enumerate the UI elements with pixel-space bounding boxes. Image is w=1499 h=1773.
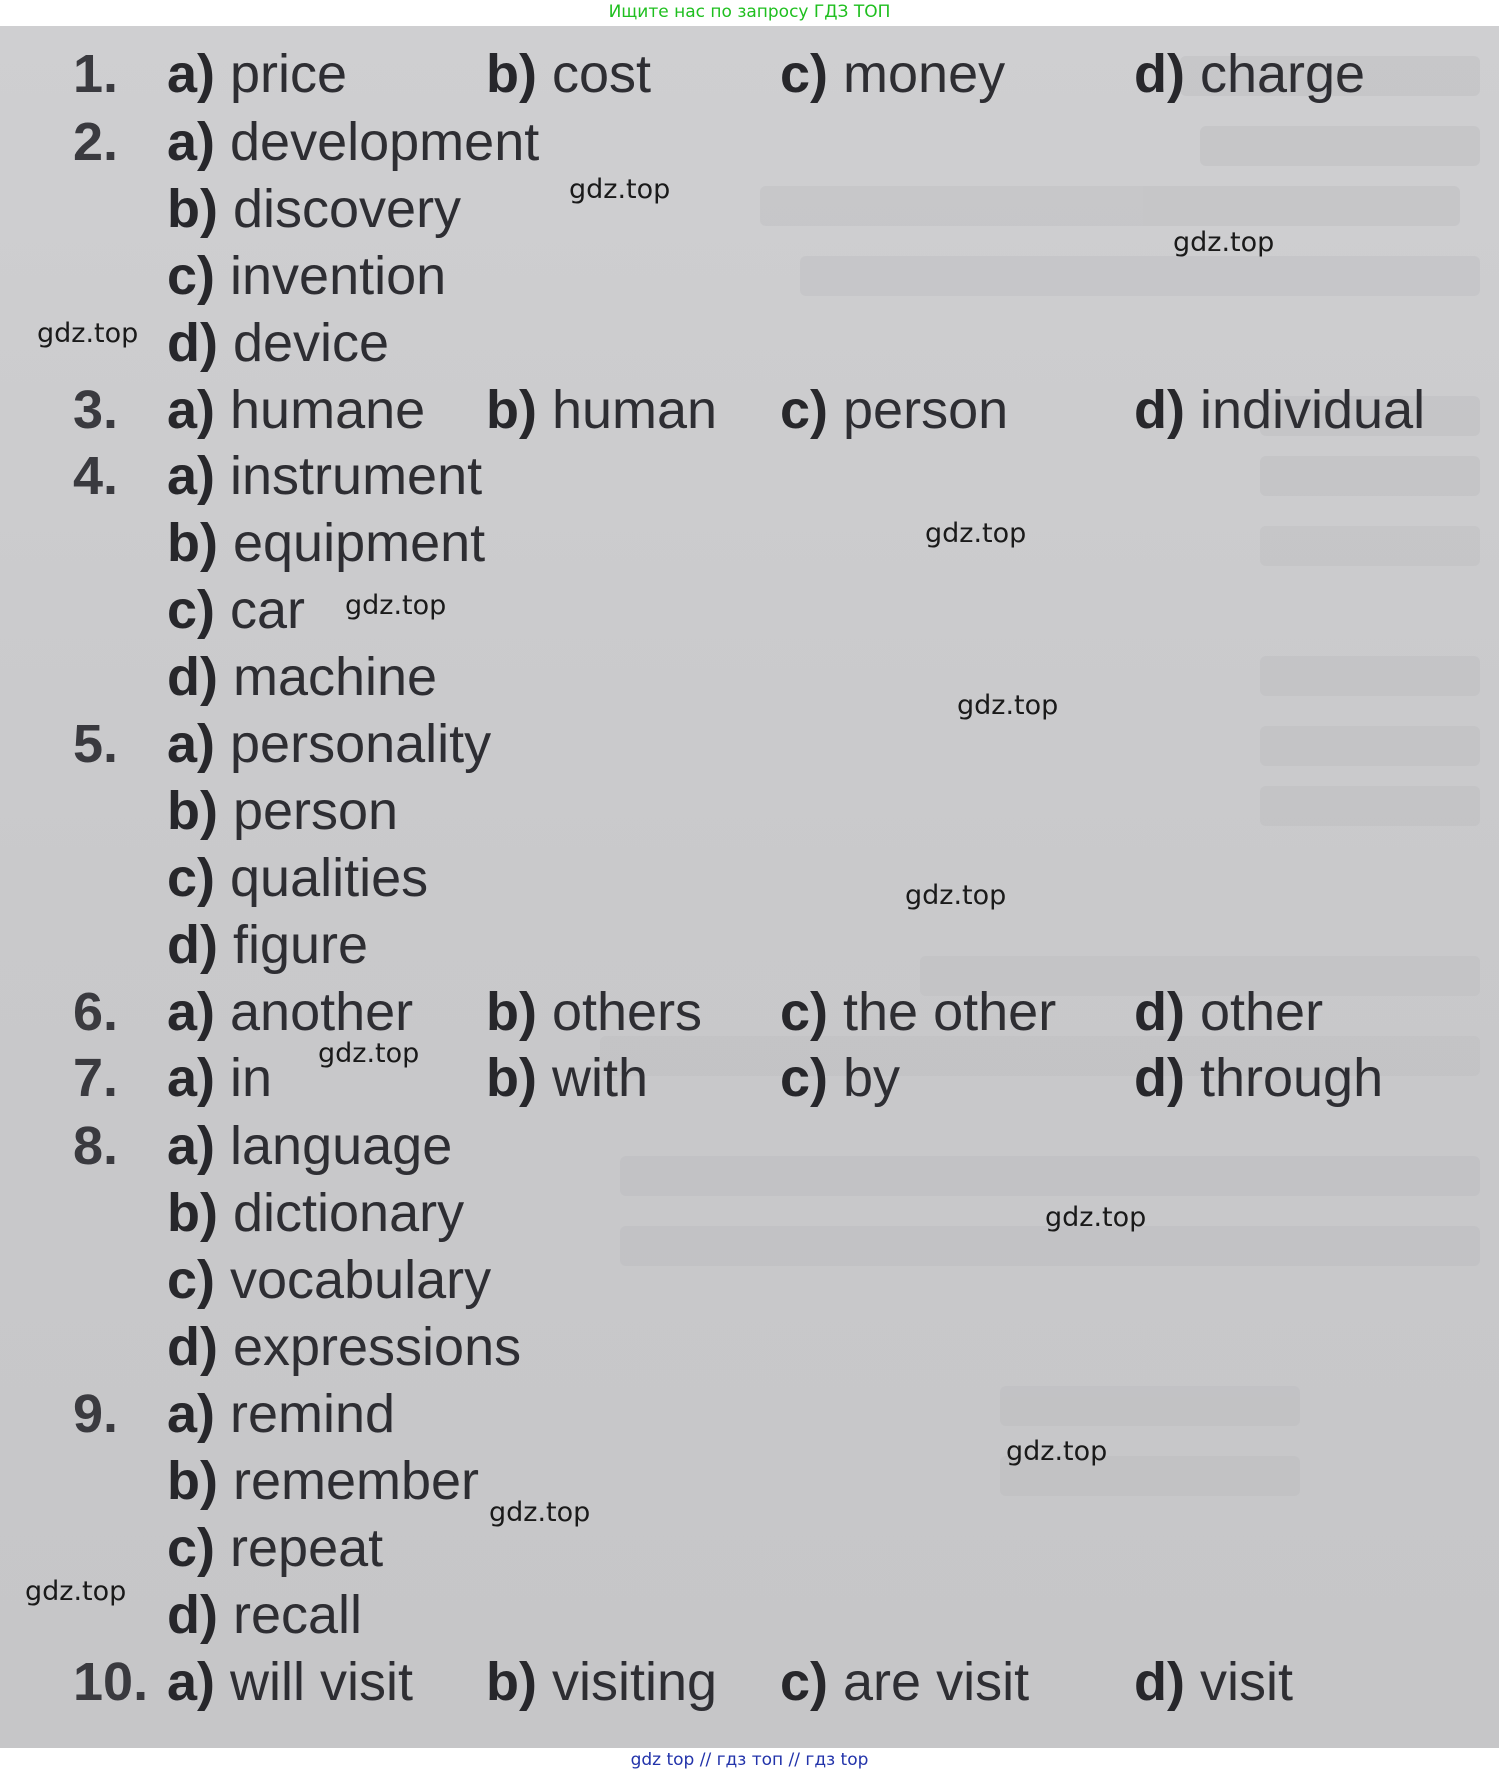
question-4-line — [0, 509, 1499, 577]
option-word: charge — [1184, 44, 1366, 104]
option-letter: b) — [167, 781, 218, 841]
option-word: repeat — [215, 1518, 384, 1578]
option-word: recall — [217, 1585, 363, 1645]
option-d — [1134, 376, 1425, 444]
option-word: with — [536, 1048, 649, 1108]
option-letter: b) — [167, 1183, 218, 1243]
option-word: machine — [217, 647, 438, 707]
option-letter: c) — [167, 246, 216, 306]
option-c — [167, 1514, 383, 1582]
option-letter: c) — [780, 44, 829, 104]
option-word: personality — [215, 714, 492, 774]
option-b — [486, 376, 717, 444]
top-banner[interactable]: Ищите нас по запросу ГДЗ ТОП — [0, 0, 1499, 26]
option-a — [167, 1044, 272, 1112]
option-letter: c) — [780, 1652, 829, 1712]
option-word: the other — [828, 982, 1057, 1042]
option-word: vocabulary — [215, 1250, 492, 1310]
question-9-line — [0, 1514, 1499, 1582]
option-a — [167, 442, 482, 510]
option-b — [486, 1648, 717, 1716]
option-d — [167, 643, 437, 711]
option-word: humane — [215, 380, 426, 440]
option-c — [167, 576, 305, 644]
question-8-line — [0, 1179, 1499, 1247]
option-word: device — [217, 313, 390, 373]
question-4-line — [0, 442, 1499, 510]
option-word: qualities — [215, 848, 429, 908]
question-9-line — [0, 1380, 1499, 1448]
option-letter: a) — [167, 446, 216, 506]
option-letter: b) — [167, 179, 218, 239]
option-word: will visit — [215, 1652, 414, 1712]
watermark: gdz.top — [957, 690, 1059, 721]
option-c — [780, 376, 1008, 444]
option-word: individual — [1184, 380, 1426, 440]
option-b — [167, 1447, 479, 1515]
option-d — [1134, 40, 1365, 108]
option-word: are visit — [828, 1652, 1030, 1712]
watermark: gdz.top — [318, 1038, 420, 1069]
option-word: expressions — [217, 1317, 522, 1377]
option-letter: d) — [167, 915, 218, 975]
question-5-line — [0, 911, 1499, 979]
option-word: instrument — [215, 446, 483, 506]
option-c — [167, 242, 446, 310]
option-word: remind — [215, 1384, 396, 1444]
option-letter: c) — [780, 380, 829, 440]
option-letter: a) — [167, 1652, 216, 1712]
option-letter: d) — [167, 647, 218, 707]
option-a — [167, 978, 413, 1046]
option-letter: d) — [1134, 982, 1185, 1042]
question-number: 9. — [73, 1384, 119, 1444]
option-word: human — [536, 380, 718, 440]
question-4-line — [0, 576, 1499, 644]
option-letter: d) — [1134, 1652, 1185, 1712]
question-8-line — [0, 1313, 1499, 1381]
question-9-line — [0, 1447, 1499, 1515]
watermark: gdz.top — [569, 174, 671, 205]
option-letter: c) — [780, 1048, 829, 1108]
question-number: 1. — [73, 44, 119, 104]
option-letter: b) — [167, 513, 218, 573]
option-word: price — [215, 44, 348, 104]
question-6-line — [0, 978, 1499, 1046]
option-c — [780, 1044, 900, 1112]
watermark: gdz.top — [489, 1497, 591, 1528]
question-number: 6. — [73, 982, 119, 1042]
question-number: 8. — [73, 1116, 119, 1176]
bottom-banner[interactable]: gdz top // гдз топ // гдз top — [0, 1748, 1499, 1773]
option-word: visit — [1184, 1652, 1293, 1712]
option-a — [167, 376, 425, 444]
option-word: others — [536, 982, 703, 1042]
question-8-line — [0, 1112, 1499, 1180]
option-letter: a) — [167, 1048, 216, 1108]
option-letter: c) — [780, 982, 829, 1042]
option-letter: a) — [167, 982, 216, 1042]
option-letter: a) — [167, 1116, 216, 1176]
option-a — [167, 1380, 395, 1448]
option-letter: a) — [167, 714, 216, 774]
option-letter: a) — [167, 1384, 216, 1444]
option-letter: d) — [167, 1317, 218, 1377]
question-3-line — [0, 376, 1499, 444]
question-number: 10. — [73, 1652, 149, 1712]
watermark: gdz.top — [1045, 1202, 1147, 1233]
watermark: gdz.top — [905, 880, 1007, 911]
option-word: person — [828, 380, 1009, 440]
option-word: equipment — [217, 513, 486, 573]
question-4-line — [0, 643, 1499, 711]
option-letter: b) — [167, 1451, 218, 1511]
option-a — [167, 40, 347, 108]
option-letter: b) — [486, 1652, 537, 1712]
question-number: 7. — [73, 1048, 119, 1108]
question-number: 3. — [73, 380, 119, 440]
option-word: development — [215, 112, 540, 172]
option-b — [167, 509, 485, 577]
question-9-line — [0, 1581, 1499, 1649]
option-word: through — [1184, 1048, 1384, 1108]
question-number: 2. — [73, 112, 119, 172]
question-10-line — [0, 1648, 1499, 1716]
option-word: car — [215, 580, 306, 640]
watermark: gdz.top — [925, 518, 1027, 549]
option-word: person — [217, 781, 399, 841]
watermark: gdz.top — [25, 1576, 127, 1607]
option-a — [167, 108, 539, 176]
option-letter: c) — [167, 848, 216, 908]
option-letter: d) — [167, 313, 218, 373]
option-b — [486, 40, 651, 108]
question-5-line — [0, 710, 1499, 778]
option-word: visiting — [536, 1652, 718, 1712]
watermark: gdz.top — [1173, 227, 1275, 258]
option-d — [1134, 978, 1323, 1046]
option-letter: a) — [167, 112, 216, 172]
watermark: gdz.top — [345, 590, 447, 621]
option-word: discovery — [217, 179, 462, 239]
option-word: money — [828, 44, 1006, 104]
option-word: dictionary — [217, 1183, 465, 1243]
option-word: by — [828, 1048, 901, 1108]
option-d — [1134, 1044, 1383, 1112]
option-letter: b) — [486, 380, 537, 440]
watermark: gdz.top — [37, 318, 139, 349]
option-d — [167, 911, 368, 979]
option-word: remember — [217, 1451, 480, 1511]
option-letter: c) — [167, 1250, 216, 1310]
option-d — [1134, 1648, 1293, 1716]
option-b — [167, 777, 398, 845]
option-c — [780, 978, 1056, 1046]
option-a — [167, 1112, 452, 1180]
option-letter: a) — [167, 44, 216, 104]
option-letter: d) — [1134, 1048, 1185, 1108]
question-2-line — [0, 108, 1499, 176]
option-b — [167, 1179, 464, 1247]
option-word: in — [215, 1048, 273, 1108]
option-letter: d) — [1134, 380, 1185, 440]
option-b — [486, 1044, 648, 1112]
option-letter: c) — [167, 1518, 216, 1578]
option-word: invention — [215, 246, 447, 306]
option-b — [167, 175, 461, 243]
option-a — [167, 710, 491, 778]
option-letter: b) — [486, 982, 537, 1042]
option-a — [167, 1648, 413, 1716]
question-number: 5. — [73, 714, 119, 774]
option-b — [486, 978, 702, 1046]
option-word: figure — [217, 915, 369, 975]
option-letter: a) — [167, 380, 216, 440]
question-1-line — [0, 40, 1499, 108]
option-c — [780, 1648, 1029, 1716]
option-c — [780, 40, 1005, 108]
question-2-line — [0, 309, 1499, 377]
option-word: cost — [536, 44, 652, 104]
option-letter: c) — [167, 580, 216, 640]
option-d — [167, 1581, 362, 1649]
option-d — [167, 1313, 521, 1381]
option-word: language — [215, 1116, 453, 1176]
question-5-line — [0, 777, 1499, 845]
question-8-line — [0, 1246, 1499, 1314]
option-d — [167, 309, 389, 377]
option-c — [167, 1246, 491, 1314]
option-word: another — [215, 982, 414, 1042]
option-letter: b) — [486, 1048, 537, 1108]
option-letter: b) — [486, 44, 537, 104]
option-c — [167, 844, 428, 912]
question-7-line — [0, 1044, 1499, 1112]
question-5-line — [0, 844, 1499, 912]
option-letter: d) — [1134, 44, 1185, 104]
watermark: gdz.top — [1006, 1436, 1108, 1467]
option-letter: d) — [167, 1585, 218, 1645]
question-number: 4. — [73, 446, 119, 506]
option-word: other — [1184, 982, 1324, 1042]
